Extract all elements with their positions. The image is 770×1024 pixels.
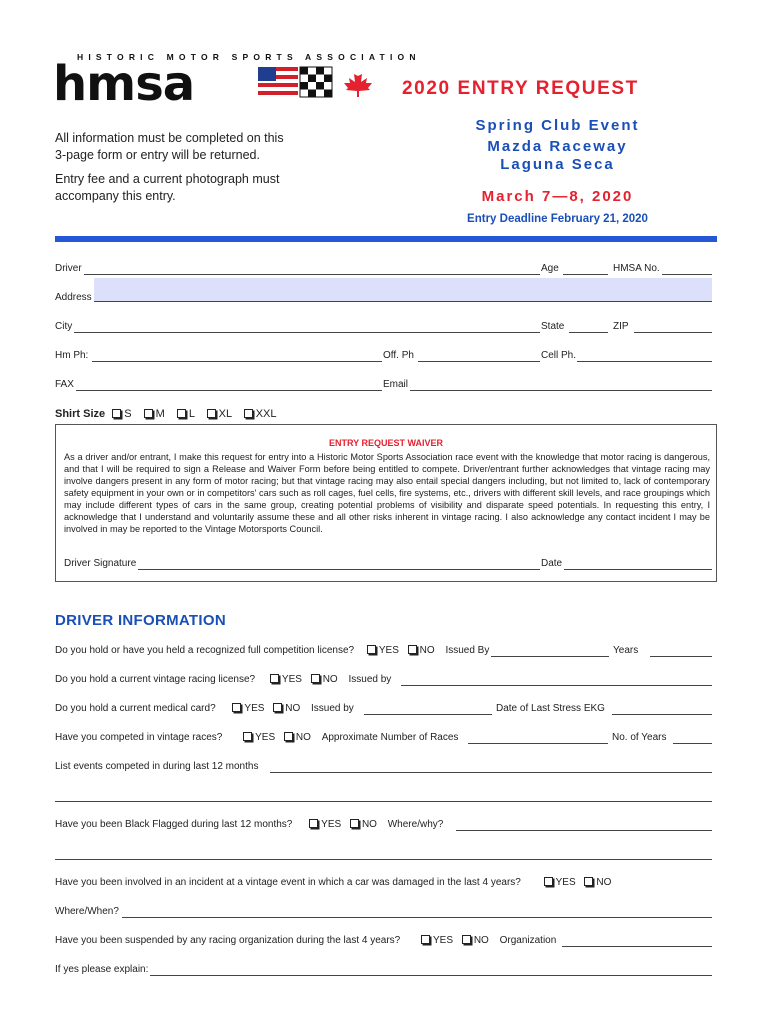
age-label: Age — [541, 263, 559, 274]
yes-label: YES — [433, 935, 454, 946]
logo-wordmark: hmsa — [53, 56, 195, 112]
checkbox-icon[interactable] — [112, 409, 121, 418]
us-flag-icon — [258, 67, 298, 97]
checkbox-icon[interactable] — [462, 935, 471, 944]
email-field[interactable] — [410, 390, 712, 391]
driver-label: Driver — [55, 263, 82, 274]
shirt-size-label: Shirt Size — [55, 408, 106, 420]
q8-org-label: Organization — [499, 935, 557, 946]
q6-yes-option[interactable] — [309, 819, 341, 830]
intro-line: accompany this entry. — [55, 189, 176, 203]
intro-line: All information must be completed on this — [55, 131, 284, 145]
q2-issued-label: Issued by — [348, 674, 392, 685]
driver-information-heading: DRIVER INFORMATION — [55, 612, 226, 629]
checkbox-icon[interactable] — [207, 409, 216, 418]
q7-yes-option[interactable] — [544, 877, 576, 888]
age-field[interactable] — [563, 274, 608, 275]
intro-line: 3-page form or entry will be returned. — [55, 148, 260, 162]
shirt-option-xl[interactable] — [207, 408, 232, 420]
q4-years-label: No. of Years — [612, 732, 667, 743]
q7-text: Have you been involved in an incident at a vintage event in which a car was damaged in the last 4 years? — [55, 877, 521, 888]
waiver-text: As a driver and/or entrant, I make this request for entry into a Historic Motor Sports Association race event with the knowledge that motor racing is dangerous, and that I will be required to sign a Release and Waiver Form before being entitled to compete. Driver/entrant further acknowledges that vintage racing may involve dangers present in any form of motor racing; but that vintage racing may also entail special dangers including, but not limited to, lack of contemporary safety equipment in your own or in competitors' cars such as roll cages, fuel cells, fire systems, etc., drivers with different skill levels, and race groupings which may include different types of cars in the same group, creating potential problems of visibility and disparate speed potentials. In requesting this entry, I acknowledge that I understand and voluntarily assume these and all other risks inherent in vintage racing. I also acknowledge any contact incident I may be involved in may be reported to the Vintage Motorsports Council. — [64, 452, 710, 534]
q1-no-option[interactable] — [408, 645, 435, 656]
no-label: NO — [596, 877, 612, 888]
q6-where-label: Where/why? — [387, 819, 444, 830]
checkbox-icon[interactable] — [232, 703, 241, 712]
address-label: Address — [55, 292, 92, 303]
section-divider — [55, 236, 717, 242]
yes-label: YES — [321, 819, 342, 830]
zip-field[interactable] — [634, 332, 712, 333]
entry-deadline: Entry Deadline February 21, 2020 — [467, 213, 648, 225]
no-label: NO — [419, 645, 435, 656]
shirt-size-l-label: L — [188, 408, 195, 420]
q6-where-field[interactable] — [456, 830, 712, 831]
q3-row — [55, 703, 354, 714]
q3-ekg-date-field[interactable] — [612, 714, 712, 715]
q3-ekg-label: Date of Last Stress EKG — [496, 703, 605, 714]
shirt-size-row — [55, 408, 277, 420]
q1-issued-label: Issued By — [445, 645, 490, 656]
q2-yes-option[interactable] — [270, 674, 302, 685]
intro-text — [55, 130, 284, 205]
q5-events-field[interactable] — [270, 772, 712, 773]
flags-logo-icon — [258, 65, 378, 99]
cell-ph-label: Cell Ph. — [541, 350, 577, 361]
state-label: State — [541, 321, 565, 332]
no-label: NO — [295, 732, 311, 743]
q6-row — [55, 819, 443, 830]
driver-signature-label: Driver Signature — [64, 558, 137, 569]
q2-issued-by-field[interactable] — [401, 685, 712, 686]
shirt-size-xxl-label: XXL — [255, 408, 277, 420]
q8-explain-field[interactable] — [150, 975, 712, 976]
shirt-option-m[interactable] — [144, 408, 165, 420]
q8-no-option[interactable] — [462, 935, 489, 946]
checkbox-icon[interactable] — [421, 935, 430, 944]
checkbox-icon[interactable] — [244, 409, 253, 418]
q3-yes-option[interactable] — [232, 703, 264, 714]
q1-yes-option[interactable] — [367, 645, 399, 656]
checkbox-icon[interactable] — [284, 732, 293, 741]
q3-issued-label: Issued by — [311, 703, 354, 714]
checkbox-icon[interactable] — [408, 645, 417, 654]
checkbox-icon[interactable] — [177, 409, 186, 418]
yes-label: YES — [255, 732, 276, 743]
shirt-size-m-label: M — [155, 408, 165, 420]
q8-yes-option[interactable] — [421, 935, 453, 946]
event-name: Spring Club Event — [475, 117, 640, 134]
checkbox-icon[interactable] — [243, 732, 252, 741]
checkbox-icon[interactable] — [309, 819, 318, 828]
fax-field[interactable] — [76, 390, 382, 391]
cell-phone-field[interactable] — [577, 361, 712, 362]
q8-row — [55, 935, 556, 946]
q1-issued-by-field[interactable] — [491, 656, 609, 657]
logo-tagline: HISTORIC MOTOR SPORTS ASSOCIATION — [77, 52, 421, 62]
checkbox-icon[interactable] — [144, 409, 153, 418]
checkbox-icon[interactable] — [544, 877, 553, 886]
checkered-flag-icon — [300, 67, 332, 97]
waiver-title: ENTRY REQUEST WAIVER — [328, 438, 444, 448]
venue-line2: Laguna Seca — [500, 156, 615, 173]
yes-label: YES — [555, 877, 576, 888]
q8-organization-field[interactable] — [562, 946, 712, 947]
no-label: NO — [361, 819, 377, 830]
intro-line: Entry fee and a current photograph must — [55, 172, 280, 186]
off-ph-label: Off. Ph — [383, 350, 414, 361]
email-label: Email — [383, 379, 409, 390]
no-label: NO — [473, 935, 489, 946]
signature-date-field[interactable] — [564, 569, 712, 570]
state-field[interactable] — [569, 332, 608, 333]
shirt-option-s[interactable] — [112, 408, 131, 420]
shirt-size-xl-label: XL — [218, 408, 232, 420]
q5-events-field-2[interactable] — [55, 801, 712, 802]
no-label: NO — [285, 703, 301, 714]
checkbox-icon[interactable] — [367, 645, 376, 654]
checkbox-icon[interactable] — [584, 877, 593, 886]
q7-row — [55, 877, 611, 888]
hm-ph-label: Hm Ph: — [55, 350, 89, 361]
q4-row — [55, 732, 458, 743]
signature-date-label: Date — [541, 558, 563, 569]
q5-text: List events competed in during last 12 months — [55, 761, 259, 772]
q3-no-option[interactable] — [273, 703, 300, 714]
city-label: City — [55, 321, 73, 332]
checkbox-icon[interactable] — [270, 674, 279, 683]
q1-row — [55, 645, 489, 656]
q6-text: Have you been Black Flagged during last 12 months? — [55, 819, 293, 830]
q2-row — [55, 674, 391, 685]
shirt-option-xxl[interactable] — [244, 408, 277, 420]
checkbox-icon[interactable] — [311, 674, 320, 683]
venue-line1: Mazda Raceway — [487, 138, 628, 155]
q7-where-field[interactable] — [122, 917, 712, 918]
q6-where-field-2[interactable] — [55, 859, 712, 860]
q3-text: Do you hold a current medical card? — [55, 703, 216, 714]
q2-text: Do you hold a current vintage racing license? — [55, 674, 256, 685]
q8-explain-label: If yes please explain: — [55, 964, 149, 975]
checkbox-icon[interactable] — [350, 819, 359, 828]
shirt-option-l[interactable] — [177, 408, 195, 420]
entry-request-title: 2020 ENTRY REQUEST — [402, 78, 639, 99]
q7-where-label: Where/When? — [55, 906, 119, 917]
q1-years-field[interactable] — [650, 656, 712, 657]
q2-no-option[interactable] — [311, 674, 338, 685]
q1-years-label: Years — [613, 645, 639, 656]
yes-label: YES — [281, 674, 302, 685]
q4-no-option[interactable] — [284, 732, 311, 743]
q4-races-label: Approximate Number of Races — [321, 732, 459, 743]
q8-text: Have you been suspended by any racing organization during the last 4 years? — [55, 935, 401, 946]
q7-no-option[interactable] — [584, 877, 611, 888]
shirt-size-s-label: S — [124, 408, 132, 420]
hmsa-no-field[interactable] — [662, 274, 712, 275]
q4-text: Have you competed in vintage races? — [55, 732, 223, 743]
q4-years-field[interactable] — [673, 743, 712, 744]
driver-signature-field[interactable] — [138, 569, 540, 570]
maple-leaf-icon — [344, 69, 372, 97]
city-field[interactable] — [74, 332, 540, 333]
no-label: NO — [322, 674, 338, 685]
driver-name-field[interactable] — [84, 274, 540, 275]
zip-label: ZIP — [613, 321, 629, 332]
yes-label: YES — [244, 703, 265, 714]
hmsa-no-label: HMSA No. — [613, 263, 660, 274]
q4-yes-option[interactable] — [243, 732, 275, 743]
q3-issued-by-field[interactable] — [364, 714, 492, 715]
yes-label: YES — [378, 645, 399, 656]
home-phone-field[interactable] — [92, 361, 382, 362]
fax-label: FAX — [55, 379, 74, 390]
office-phone-field[interactable] — [418, 361, 540, 362]
q6-no-option[interactable] — [350, 819, 377, 830]
address-field[interactable] — [94, 278, 712, 302]
event-dates: March 7—8, 2020 — [481, 188, 634, 205]
q1-text: Do you hold or have you held a recognized full competition license? — [55, 645, 355, 656]
q4-races-field[interactable] — [468, 743, 608, 744]
checkbox-icon[interactable] — [273, 703, 282, 712]
